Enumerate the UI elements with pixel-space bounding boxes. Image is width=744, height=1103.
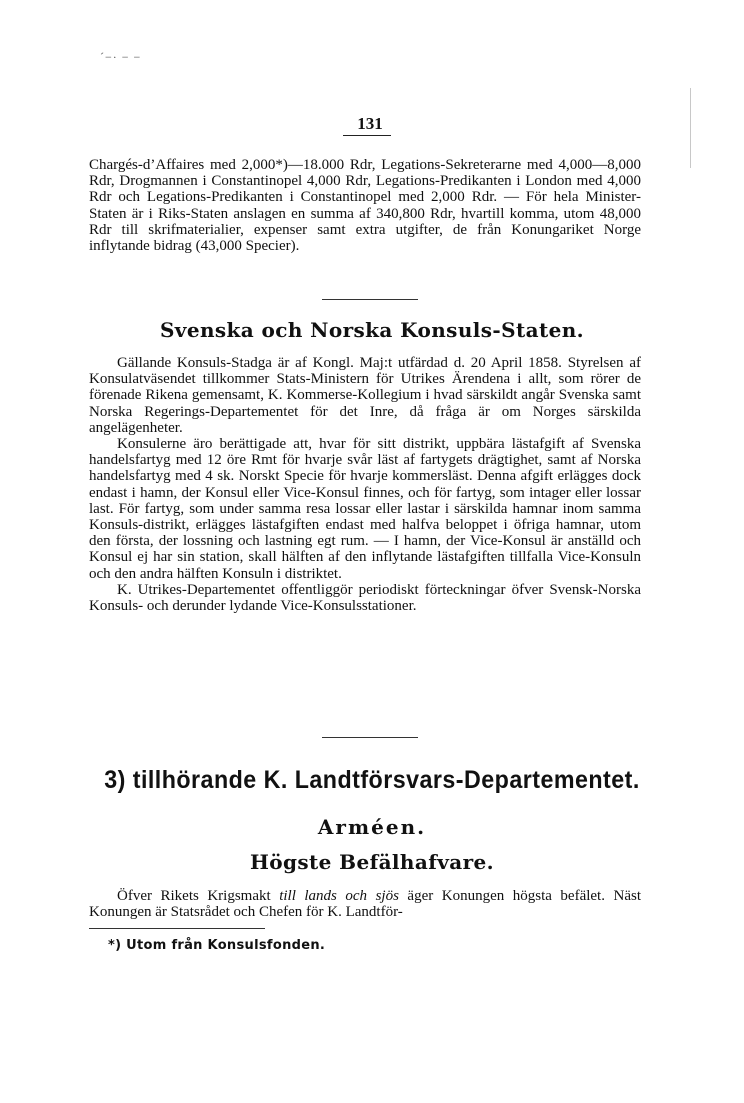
intro-block — [89, 157, 641, 254]
section-divider — [322, 299, 418, 300]
dept-paragraph-tail: äger Konungen högsta befälet. Näst Konungen är Statsrådet och Chefen för K. Landtför- — [89, 888, 641, 921]
dept-paragraph — [89, 888, 641, 920]
hogste-befalhafvare-heading: Högste Befälhafvare. — [249, 850, 495, 874]
footnote: *) Utom från Konsulsfonden. — [108, 938, 326, 953]
dept-paragraph-italic: till lands och sjös — [279, 888, 399, 904]
konsul-section-heading: Svenska och Norska Konsuls-Staten. — [159, 318, 585, 342]
intro-paragraph: Chargés-d’Affaires med 2,000*)—18.000 Rdr, Legations-Sekreterarne med 4,000—8,000 Rdr, Drogmannen i Constantinopel 4,000 Rdr, Legations-Predikanten i London med 4,000 Rdr och Legations-Predikanten i Constantinopel med 2,000 Rdr. — För hela Minister-Staten är i Riks-Staten anslagen en summa af 340,800 Rdr, hvartill komma, utom 48,000 Rdr till skrifmaterialier, expenser samt extra utgifter, de från Konungariket Norge inflytande bidrag (43,000 Specier). — [89, 157, 641, 255]
armeen-heading: Arméen. — [317, 815, 427, 839]
dept-section-heading: 3) tillhörande K. Landtförsvars-Departementet. — [104, 766, 640, 794]
konsul-paragraph-2: Konsulerne äro berättigade att, hvar för sitt distrikt, uppbära lästafgift af Svenska handelsfartyg med 12 öre Rmt för hvarje svår läst af fartygets drägtighet, samt af Norska handelsfartyg med 4 sk. Norskt Specie för hvarje kommersläst. Denna afgift erlägges dock endast i hamn, der Konsul eller Vice-Konsul finnes, och för fartyg, som intager eller lossar last. För fartyg, som under samma resa lossar eller lastar i särskilda hamnar inom samma Konsuls-distrikt, erlägges lästafgiften endast med halfva beloppet i öfriga hamnar, utom den första, der lossning och lastning egt rum. — I hamn, der Vice-Konsul är anställd och Konsul ej har sin station, skall hälften af den inflytande lästafgiften tillfalla Vice-Konsuln och den andra hälften Konsuln i distriktet. — [89, 436, 641, 582]
konsul-paragraph-1: Gällande Konsuls-Stadga är af Kongl. Maj:t utfärdad d. 20 April 1858. Styrelsen af Konsulatväsendet tillkommer Stats-Ministern för Utrikes Ärendena i allt, som rörer de förenade Rikena gemensamt, K. Kommerse-Kollegium i hvad särskildt angår Svenska samt Norska Regerings-Departementet för det Inre, då fråga är om Norges särskilda angelägenheter. — [89, 355, 641, 436]
margin-rule — [690, 88, 691, 168]
konsul-paragraph-3: K. Utrikes-Departementet offentliggör periodiskt förteckningar öfver Svensk-Norska Konsuls- och derunder lydande Vice-Konsulsstationer. — [89, 581, 641, 615]
smudge-mark: ´−· − − — [100, 50, 142, 64]
dept-section-body — [89, 888, 641, 920]
section-divider — [322, 737, 418, 738]
dept-paragraph-lead: Öfver Rikets Krigsmakt — [117, 888, 280, 904]
konsul-section-body — [89, 355, 641, 614]
page-number: 131 — [357, 114, 383, 133]
footnote-rule — [89, 928, 265, 929]
page-number-underline — [343, 135, 391, 136]
print-smudge — [100, 50, 168, 68]
